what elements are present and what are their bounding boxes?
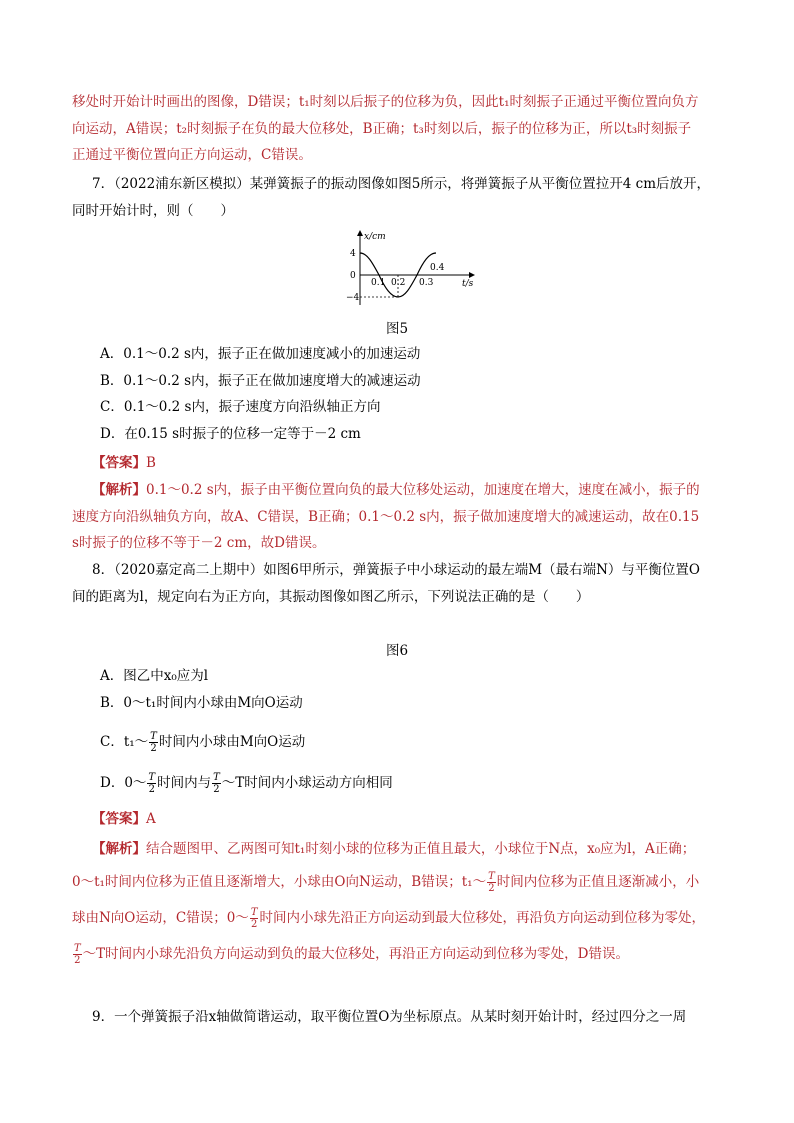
question-8-option-d: D．0～ $\frac{T}{2}$ 时间内与 $\frac{T}{2}$ ～T时间内小球运动方向相同 — [100, 772, 393, 795]
fraction-t-over-2: $\frac{T}{2}$ — [213, 772, 220, 795]
question-7-answer — [72, 450, 722, 477]
x-tick-label: 0.2 — [391, 278, 406, 288]
x-axis-label: t/s — [462, 279, 474, 289]
y-tick-label: 0 — [350, 271, 356, 281]
question-7-options — [72, 341, 722, 447]
question-7-analysis — [72, 477, 722, 557]
analysis-text: 结合题图甲、乙两图可知t₁时刻小球的位移为正值且最大，小球位于N点，x₀应为l，A正确； — [146, 841, 696, 857]
figure-5-graph — [340, 228, 480, 308]
figure-6-caption: 图6 — [385, 643, 409, 659]
question-9-stem — [72, 1004, 722, 1031]
analysis-text: 0.1～0.2 s内，振子由平衡位置向负的最大位移处运动，加速度在增大，速度在减小，振子的 — [146, 482, 700, 498]
analysis-text: 时间内小球先沿正方向运动到最大位移处，再沿负方向运动到位移为零处， — [259, 910, 705, 926]
answer-tag: 【答案】 — [92, 455, 146, 471]
fraction-t-over-2: $\frac{T}{2}$ — [148, 772, 156, 795]
fraction-t-over-2: $\frac{T}{2}$ — [74, 943, 81, 966]
text-line: 正通过平衡位置向正方向运动，C错误。 — [72, 147, 312, 163]
text-line: 同时开始计时，则（ ） — [72, 202, 234, 219]
question-7-stem — [72, 171, 722, 224]
x-tick-label: 0.3 — [419, 278, 434, 288]
question-8-answer — [72, 806, 722, 833]
analysis-text: 0～t₁时间内位移为正值且逐渐增大，小球由O向N运动，B错误；t₁～ — [72, 874, 487, 890]
y-tick-label: −4 — [346, 293, 360, 303]
analysis-text: 速度方向沿纵轴负方向，故A、C错误，B正确；0.1～0.2 s内，振子做加速度增大的减速运动，故在0.15 — [72, 508, 700, 525]
analysis-text: ～T时间内小球先沿负方向运动到负的最大位移处，再沿正方向运动到位移为零处，D错误。 — [82, 946, 629, 962]
question-8-options — [72, 663, 722, 716]
y-tick-label: 4 — [350, 249, 356, 259]
option-b: B．0.1～0.2 s内，振子正在做加速度增大的减速运动 — [100, 372, 421, 389]
analysis-text: s时振子的位移不等于－2 cm，故D错误。 — [72, 535, 326, 551]
fraction-t-over-2: $\frac{T}{2}$ — [488, 871, 495, 894]
analysis-text: 时间内位移为正值且逐渐减小，小 — [496, 874, 700, 890]
y-axis-label: x/cm — [364, 232, 386, 242]
text-line: 9．一个弹簧振子沿x轴做简谐运动，取平衡位置O为坐标原点。从某时刻开始计时，经过四分之一周 — [92, 1009, 687, 1025]
analysis-tag: 【解析】 — [92, 482, 146, 498]
fraction-t-over-2: $\frac{T}{2}$ — [250, 907, 258, 930]
previous-analysis — [72, 89, 722, 169]
answer-value: B — [146, 455, 156, 471]
question-8-option-c: C．t₁～ $\frac{T}{2}$ 时间内小球由M向O运动 — [100, 731, 306, 754]
option-b: B．0～t₁时间内小球由M向O运动 — [100, 694, 303, 711]
text-line: 向运动，A错误；t₂时刻振子在负的最大位移处，B正确；t₃时刻以后，振子的位移为正，所以t₃时刻振子 — [72, 120, 692, 137]
text-line: 8．（2020嘉定高二上期中）如图6甲所示，弹簧振子中小球运动的最左端M（最右端N）与平衡位置O — [92, 562, 700, 578]
option-a: A．0.1～0.2 s内，振子正在做加速度减小的加速运动 — [100, 346, 421, 362]
figure-5-caption: 图5 — [385, 321, 409, 337]
x-tick-label: 0.4 — [430, 263, 445, 273]
option-c: C．0.1～0.2 s内，振子速度方向沿纵轴正方向 — [100, 399, 381, 415]
answer-tag: 【答案】 — [92, 811, 146, 827]
option-a: A．图乙中x₀应为l — [100, 668, 209, 684]
question-8-stem — [72, 557, 722, 610]
fraction-t-over-2: $\frac{T}{2}$ — [150, 731, 157, 754]
answer-value: A — [146, 811, 156, 827]
question-8-analysis — [72, 834, 722, 972]
text-line: 移处时开始计时画出的图像，D错误；t₁时刻以后振子的位移为负，因此t₁时刻振子正通过平衡位置向负方 — [72, 94, 699, 110]
analysis-text: 球由N向O运动，C错误；0～ — [72, 910, 249, 926]
text-line: 间的距离为l，规定向右为正方向，其振动图像如图乙所示，下列说法正确的是（ ） — [72, 588, 590, 605]
option-d: D．在0.15 s时振子的位移一定等于－2 cm — [100, 425, 361, 442]
x-tick-label: 0.1 — [371, 278, 386, 288]
analysis-tag: 【解析】 — [92, 841, 146, 857]
text-line: 7．（2022浦东新区模拟）某弹簧振子的振动图像如图5所示，将弹簧振子从平衡位置拉开4 cm后放开， — [92, 176, 711, 192]
